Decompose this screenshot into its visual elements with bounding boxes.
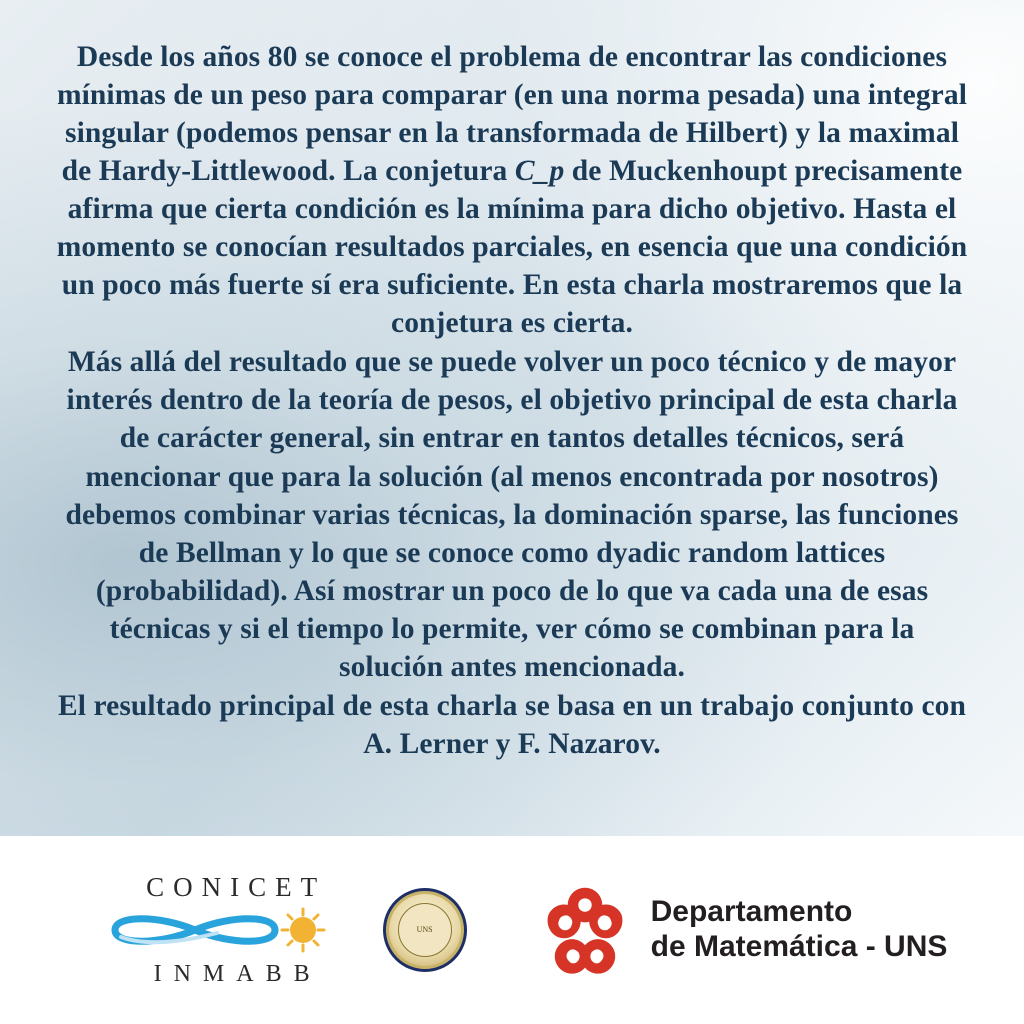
conicet-logo	[97, 872, 367, 988]
departamento-wordmark	[651, 895, 948, 965]
departamento-recycle-icon	[537, 882, 633, 978]
inmabb-wordmark: INMABB	[153, 961, 322, 987]
conicet-wordmark: CONICET	[146, 872, 327, 902]
departamento-line-1: Departamento	[650, 895, 853, 929]
math-symbol-cp: C_p	[514, 155, 565, 188]
conicet-infinity-icon	[107, 907, 357, 953]
abstract-paragraph-3: El resultado principal de esta charla se basa en un trabajo conjunto con A. Lerner y F. Nazarov.	[57, 689, 967, 760]
departamento-line-2: de Matemática - UNS	[650, 930, 948, 963]
footer-logo-bar	[0, 836, 1024, 1024]
abstract-paragraph-2: Más allá del resultado que se puede volver un poco técnico y de mayor interés dentro de la teoría de pesos, el objetivo principal de esta charla de carácter general, sin entrar en tantos detalles técnicos, será mencionar que para la solución (al menos encontrada por nosotros) debemos combinar varias técnicas, la dominación sparse, las funciones de Bellman y lo que se conoce como dyadic random lattices (probabilidad). Así mostrar un poco de lo que va cada una de esas técnicas y si el tiempo lo permite, ver cómo se combinan para la solución antes mencionada.	[65, 346, 959, 683]
departamento-matematica-logo	[537, 882, 948, 978]
abstract-paragraph-1-part1: Desde los años 80 se conoce el problema de encontrar las condiciones mínimas de un peso para comparar (en una norma pesada) una integral singular (podemos pensar en la transformada de Hilbert) y la maximal de Hardy-Littlewood. La conjetura	[56, 41, 968, 188]
abstract-paragraph-1	[56, 38, 968, 342]
uns-seal-inner: UNS	[398, 903, 452, 957]
uns-seal-icon	[383, 888, 467, 972]
abstract-paragraph-1-part2: de Muckenhoupt precisamente afirma que cierta condición es la mínima para dicho objetivo. Hasta el momento se conocían resultados parciales, en esencia que una condición un poco más fuerte sí era suficiente. En esta charla mostraremos que la conjetura es cierta.	[56, 155, 968, 340]
conicet-inmabb-logo-group	[97, 872, 467, 988]
